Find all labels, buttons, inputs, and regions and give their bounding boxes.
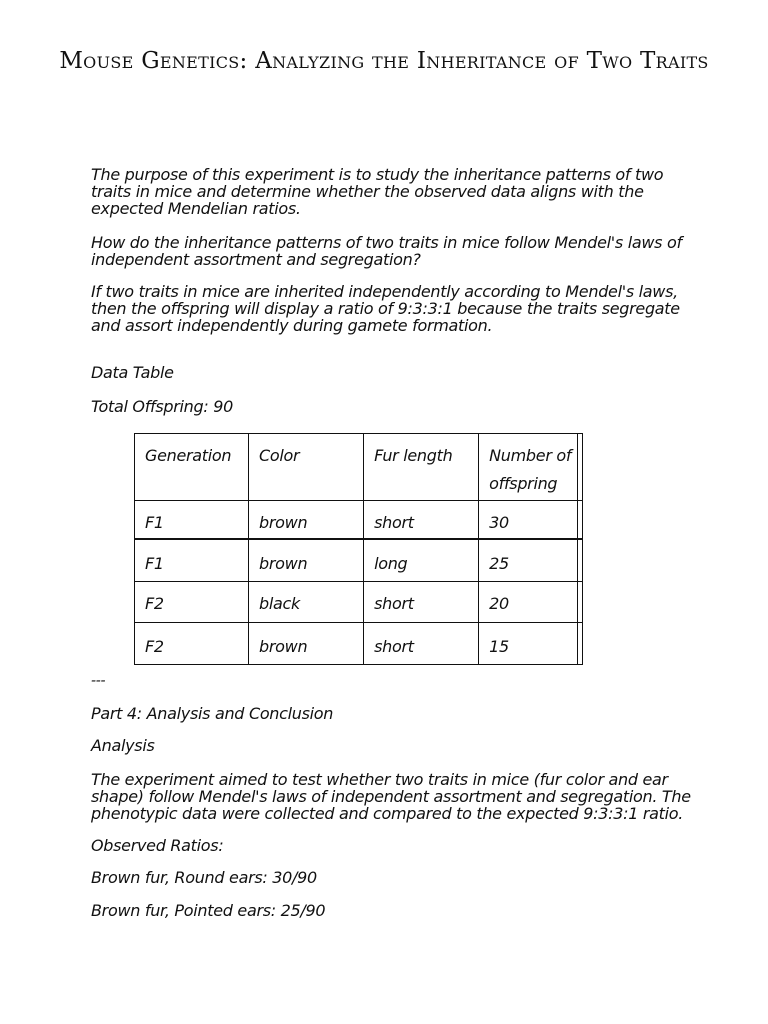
- table-cell: 25: [479, 539, 578, 582]
- table-cell: short: [364, 582, 479, 623]
- total-offspring-label: Total Offspring: 90: [91, 397, 234, 416]
- table-cell: brown: [249, 539, 364, 582]
- table-cell: black: [249, 582, 364, 623]
- table-cell: [577, 501, 582, 540]
- part4-heading: Part 4: Analysis and Conclusion: [91, 704, 334, 723]
- analysis-paragraph: The experiment aimed to test whether two traits in mice (fur color and ear shape) follow Mendel's laws of independent assortment and segregation. The phenotypic data were collected and compared to the expected 9:3:3:1 ratio.: [91, 770, 691, 823]
- table-cell: F2: [135, 582, 249, 623]
- table-header-row: [135, 434, 583, 501]
- ratio-line: Brown fur, Pointed ears: 25/90: [91, 901, 326, 920]
- question-paragraph: How do the inheritance patterns of two traits in mice follow Mendel's laws of independent assortment and segregation?: [91, 233, 682, 269]
- data-table: [134, 433, 583, 665]
- table-cell: short: [364, 623, 479, 665]
- table-cell: short: [364, 501, 479, 540]
- table-row: [135, 539, 583, 582]
- table-row: [135, 501, 583, 540]
- table-cell: F1: [135, 539, 249, 582]
- table-cell: F2: [135, 623, 249, 665]
- table-cell: brown: [249, 501, 364, 540]
- header-cell: Number of offspring: [479, 434, 578, 501]
- table-cell: [577, 539, 582, 582]
- table-cell: brown: [249, 623, 364, 665]
- data-table-label: Data Table: [91, 363, 174, 382]
- table-cell: 30: [479, 501, 578, 540]
- table-cell: [577, 623, 582, 665]
- table-cell: [577, 582, 582, 623]
- section-separator: ---: [91, 673, 106, 689]
- table-cell: 20: [479, 582, 578, 623]
- header-cell: Color: [249, 434, 364, 501]
- table-row: [135, 582, 583, 623]
- page-title: Mouse Genetics: Analyzing the Inheritance of Two Traits: [59, 48, 709, 74]
- header-cell: Generation: [135, 434, 249, 501]
- hypothesis-paragraph: If two traits in mice are inherited independently according to Mendel's laws, then the offspring will display a ratio of 9:3:3:1 because the traits segregate and assort independently during gamete formation.: [91, 282, 680, 335]
- purpose-paragraph: The purpose of this experiment is to study the inheritance patterns of two traits in mice and determine whether the observed data aligns with the expected Mendelian ratios.: [91, 165, 664, 218]
- ratio-line: Brown fur, Round ears: 30/90: [91, 868, 317, 887]
- header-cell: [577, 434, 582, 501]
- analysis-heading: Analysis: [91, 736, 155, 755]
- table-cell: 15: [479, 623, 578, 665]
- observed-ratios-label: Observed Ratios:: [91, 836, 224, 855]
- table-cell: F1: [135, 501, 249, 540]
- header-cell: Fur length: [364, 434, 479, 501]
- table-row: [135, 623, 583, 665]
- table-cell: long: [364, 539, 479, 582]
